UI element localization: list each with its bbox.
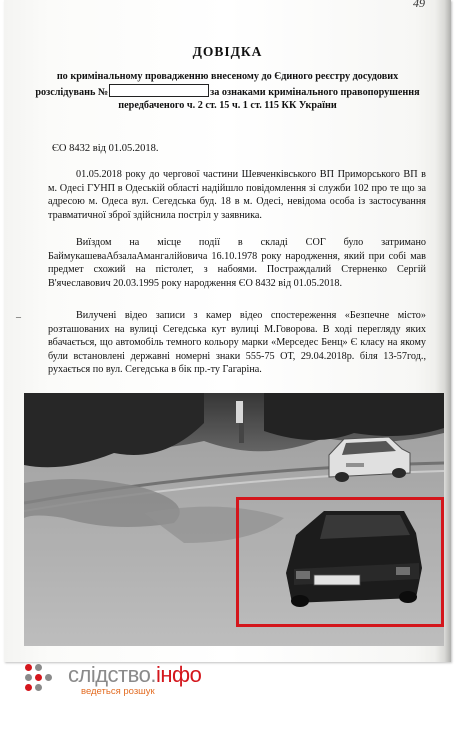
case-reference: ЄО 8432 від 01.05.2018. [52, 143, 159, 154]
document-page [4, 0, 451, 662]
document-title: ДОВІДКА [192, 44, 263, 59]
paragraph-video: Вилучені відео записи з камер відео спостереження «Безпечне місто» розташованих на вулиці Сегедська кут вулиці М.Говорова. В ході перегляду яких вбачається, що автомобіль темного кольору марки «Мерседес Бенц» Є класу на якому були встановлені державні номерні знаки 555-75 ОТ, 29.04.2018р. біля 13-57год., рухається по вул. Сегедська в бік пр.-ту Гагаріна. [48, 310, 426, 376]
logo-brand-main: слідство. [68, 662, 156, 687]
logo-dots-icon [25, 664, 65, 696]
logo-brand-name [68, 662, 201, 688]
paragraph-detention: Виїздом на місце події в складі СОГ було затримано БаймукашеваАбзалаАмангалійовича 16.10.1978 року народження, який при собі мав предмет схожий на пістолет, з набоями. Постраждалий Стерненко Сергій В'ячеславович 20.03.1995 року народження ЄО 8432 від 01.05.2018. [48, 237, 426, 289]
redaction-box [109, 84, 209, 97]
watermark-logo [25, 662, 225, 702]
paragraph-incident: 01.05.2018 року до чергової частини Шевченківського ВП Приморського ВП в м. Одесі ГУНП в Одеській області надійшло повідомлення зі служби 102 про те що за адресою м. Одеса вул. Сегедська буд. 18 в м. Одесі, невідома особа із застосування травматичної зброї здійснила постріл у заявника. [48, 169, 426, 221]
subtitle-part-1: по кримінальному провадженню внесеному до Єдиного реєстру досудових розслідувань № [35, 71, 399, 98]
margin-mark: – [16, 312, 21, 323]
logo-brand-accent: інфо [155, 662, 202, 687]
document-subtitle [34, 70, 421, 113]
subtitle-part-2: за ознаками кримінального правопорушення передбаченого ч. 2 ст. 15 ч. 1 ст. 115 КК України [118, 86, 420, 111]
page-number: 49 [413, 0, 425, 10]
logo-tagline: ведеться розшук [81, 686, 155, 697]
highlight-frame [236, 497, 444, 627]
